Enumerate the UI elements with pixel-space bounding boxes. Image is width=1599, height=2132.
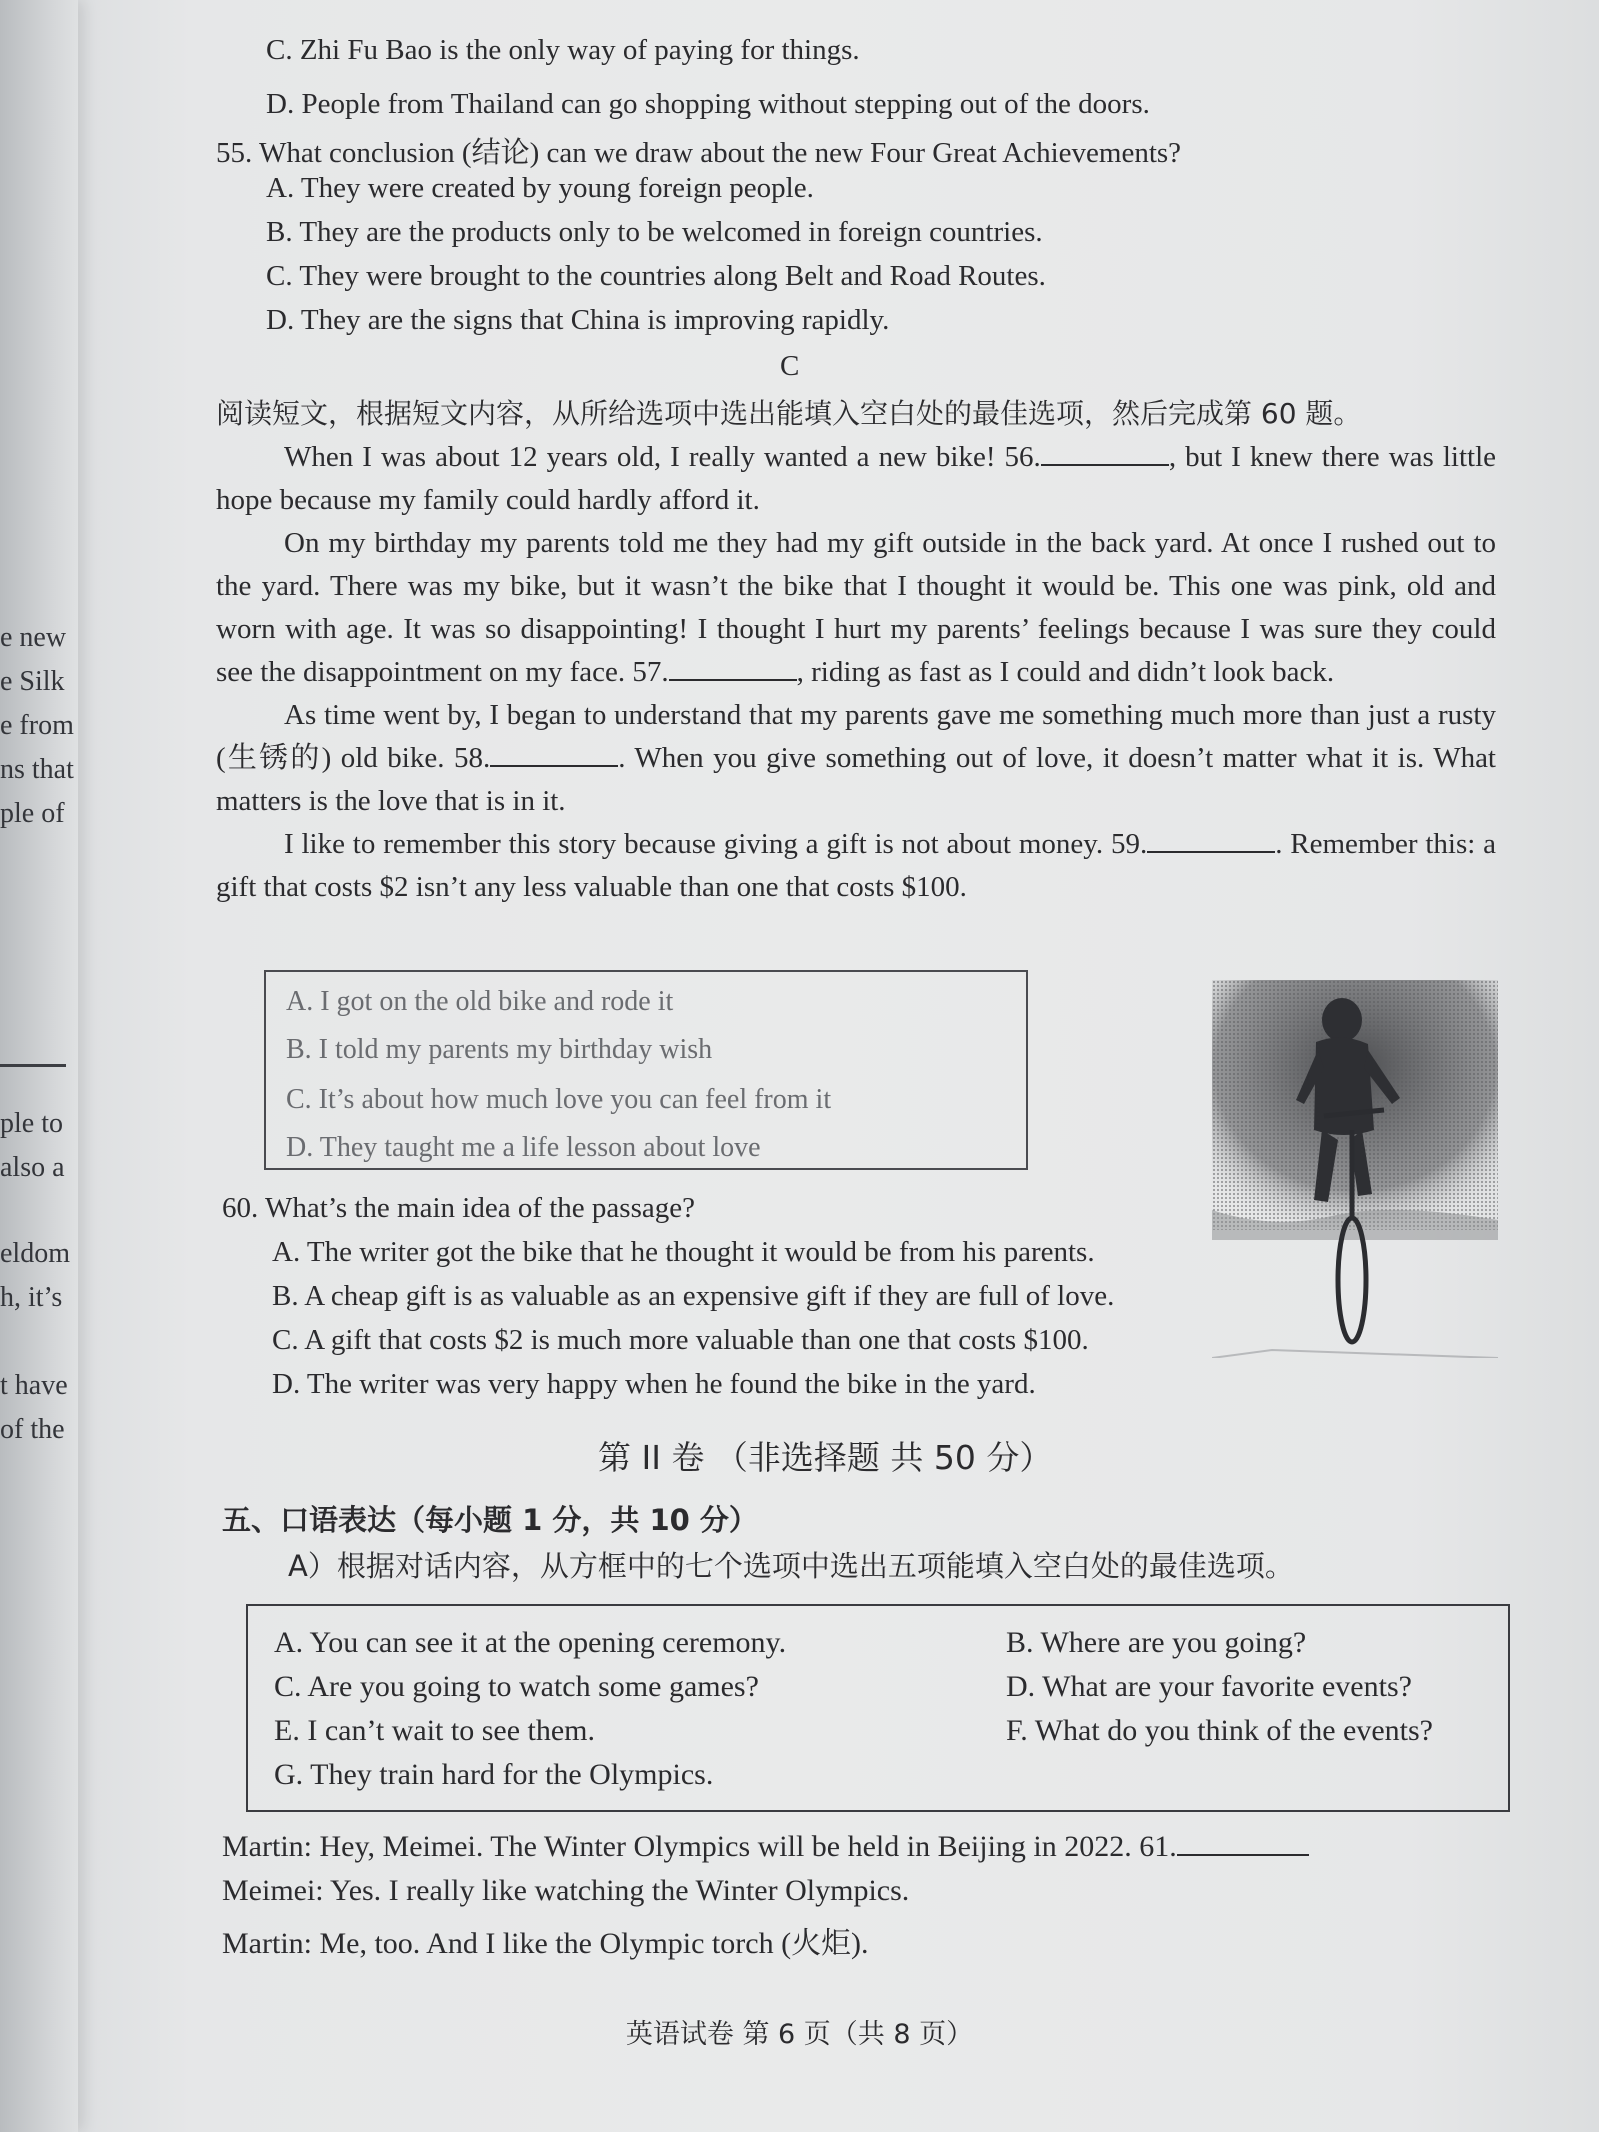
dialog-option-d: D. What are your favorite events? bbox=[1006, 1670, 1412, 1703]
page-footer: 英语试卷 第 6 页（共 8 页） bbox=[625, 2019, 974, 2050]
dialog-option-e: E. I can’t wait to see them. bbox=[274, 1714, 596, 1747]
q55-option-c: C. They were brought to the countries along Belt and Road Routes. bbox=[266, 260, 1046, 292]
choices-box bbox=[264, 970, 1028, 1170]
dialog-line-3: Martin: Me, too. And I like the Olympic torch (火炬). bbox=[222, 1927, 869, 1960]
passage bbox=[216, 436, 1496, 909]
section-5-heading: 五、口语表达（每小题 1 分，共 10 分） bbox=[222, 1503, 758, 1537]
blank-59 bbox=[1147, 827, 1275, 853]
section-c-instruction: 阅读短文，根据短文内容，从所给选项中选出能填入空白处的最佳选项，然后完成第 60 题。 bbox=[216, 397, 1362, 430]
choice-d: D. They taught me a life lesson about love bbox=[286, 1132, 761, 1163]
q60-option-a: A. The writer got the bike that he thought it would be from his parents. bbox=[272, 1236, 1095, 1268]
dialog-options-box bbox=[246, 1604, 1510, 1812]
q55-option-d: D. They are the signs that China is improving rapidly. bbox=[266, 304, 890, 336]
q54-option-c: C. Zhi Fu Bao is the only way of paying for things. bbox=[266, 34, 860, 66]
adjacent-page-fragment: ple of bbox=[0, 798, 65, 829]
dialog-option-b: B. Where are you going? bbox=[1006, 1626, 1307, 1659]
q55-option-b: B. They are the products only to be welcomed in foreign countries. bbox=[266, 216, 1043, 248]
adjacent-page-fragment: h, it’s bbox=[0, 1282, 63, 1313]
blank-58 bbox=[490, 741, 618, 767]
passage-paragraph-1: When I was about 12 years old, I really wanted a new bike! 56. , but I knew there was little hope because my family could hardly afford it. bbox=[216, 441, 1497, 516]
section-c-heading: C bbox=[780, 350, 800, 382]
adjacent-page-fragment: of the bbox=[0, 1414, 65, 1445]
dialog-option-f: F. What do you think of the events? bbox=[1006, 1714, 1433, 1747]
q60-option-d: D. The writer was very happy when he found the bike in the yard. bbox=[272, 1368, 1036, 1400]
choice-c: C. It’s about how much love you can feel from it bbox=[286, 1084, 832, 1115]
q60-question: 60. What’s the main idea of the passage? bbox=[222, 1192, 695, 1224]
q54-option-d: D. People from Thailand can go shopping without stepping out of the doors. bbox=[266, 88, 1150, 120]
dialog-line-1: Martin: Hey, Meimei. The Winter Olympics will be held in Beijing in 2022. 61. bbox=[222, 1830, 1309, 1864]
q60-option-b: B. A cheap gift is as valuable as an expensive gift if they are full of love. bbox=[272, 1280, 1115, 1312]
choice-b: B. I told my parents my birthday wish bbox=[286, 1034, 713, 1065]
dialog-line-2: Meimei: Yes. I really like watching the Winter Olympics. bbox=[222, 1874, 910, 1907]
bike-photo bbox=[1212, 980, 1498, 1358]
adjacent-page-fragment: e new bbox=[0, 622, 67, 653]
q55-question: 55. What conclusion (结论) can we draw about the new Four Great Achievements? bbox=[216, 137, 1182, 169]
adjacent-page-fragment: also a bbox=[0, 1152, 65, 1183]
passage-paragraph-4: I like to remember this story because giving a gift is not about money. 59. . Remember this: a gift that costs $2 isn’t any less valuable than one that costs $100. bbox=[216, 828, 1497, 903]
blank-56 bbox=[1041, 440, 1169, 466]
adjacent-page-fragment: ple to bbox=[0, 1108, 63, 1139]
passage-paragraph-2: On my birthday my parents told me they had my gift outside in the back yard. At once I rushed out to the yard. There was my bike, but it wasn’t the bike that I thought it would be. This one was pink, old and worn with age. It was so disappointing! I thought I hurt my parents’ feelings because I was sure they could see the disappointment on my face. 57. , riding as fast as I could and didn’t look back. bbox=[216, 527, 1496, 688]
blank-61 bbox=[1177, 1830, 1309, 1856]
adjacent-page-fragment: eldom bbox=[0, 1238, 70, 1269]
bike-rider-image bbox=[1212, 980, 1498, 1358]
choice-a: A. I got on the old bike and rode it bbox=[286, 986, 674, 1017]
part-2-title: 第 II 卷 （非选择题 共 50 分） bbox=[598, 1438, 1053, 1477]
blank-57 bbox=[669, 655, 797, 681]
section-5a-instruction: A）根据对话内容，从方框中的七个选项中选出五项能填入空白处的最佳选项。 bbox=[288, 1549, 1294, 1583]
adjacent-page-rule bbox=[0, 1064, 66, 1067]
adjacent-page-fragment: e Silk bbox=[0, 666, 65, 697]
dialog-option-c: C. Are you going to watch some games? bbox=[274, 1670, 759, 1703]
q60-option-c: C. A gift that costs $2 is much more valuable than one that costs $100. bbox=[272, 1324, 1089, 1356]
passage-paragraph-3: As time went by, I began to understand that my parents gave me something much more than just a rusty (生锈的) old bike. 58. . When you give something out of love, it doesn’t matter what it is. What matters is the love that is in it. bbox=[216, 699, 1496, 817]
adjacent-page-fragment: e from bbox=[0, 710, 74, 741]
dialog-option-g: G. They train hard for the Olympics. bbox=[274, 1758, 714, 1791]
dialog-option-a: A. You can see it at the opening ceremony. bbox=[274, 1626, 787, 1659]
adjacent-page-fragment: ns that bbox=[0, 754, 74, 785]
q55-option-a: A. They were created by young foreign people. bbox=[266, 172, 814, 204]
adjacent-page-fragment: t have bbox=[0, 1370, 68, 1401]
